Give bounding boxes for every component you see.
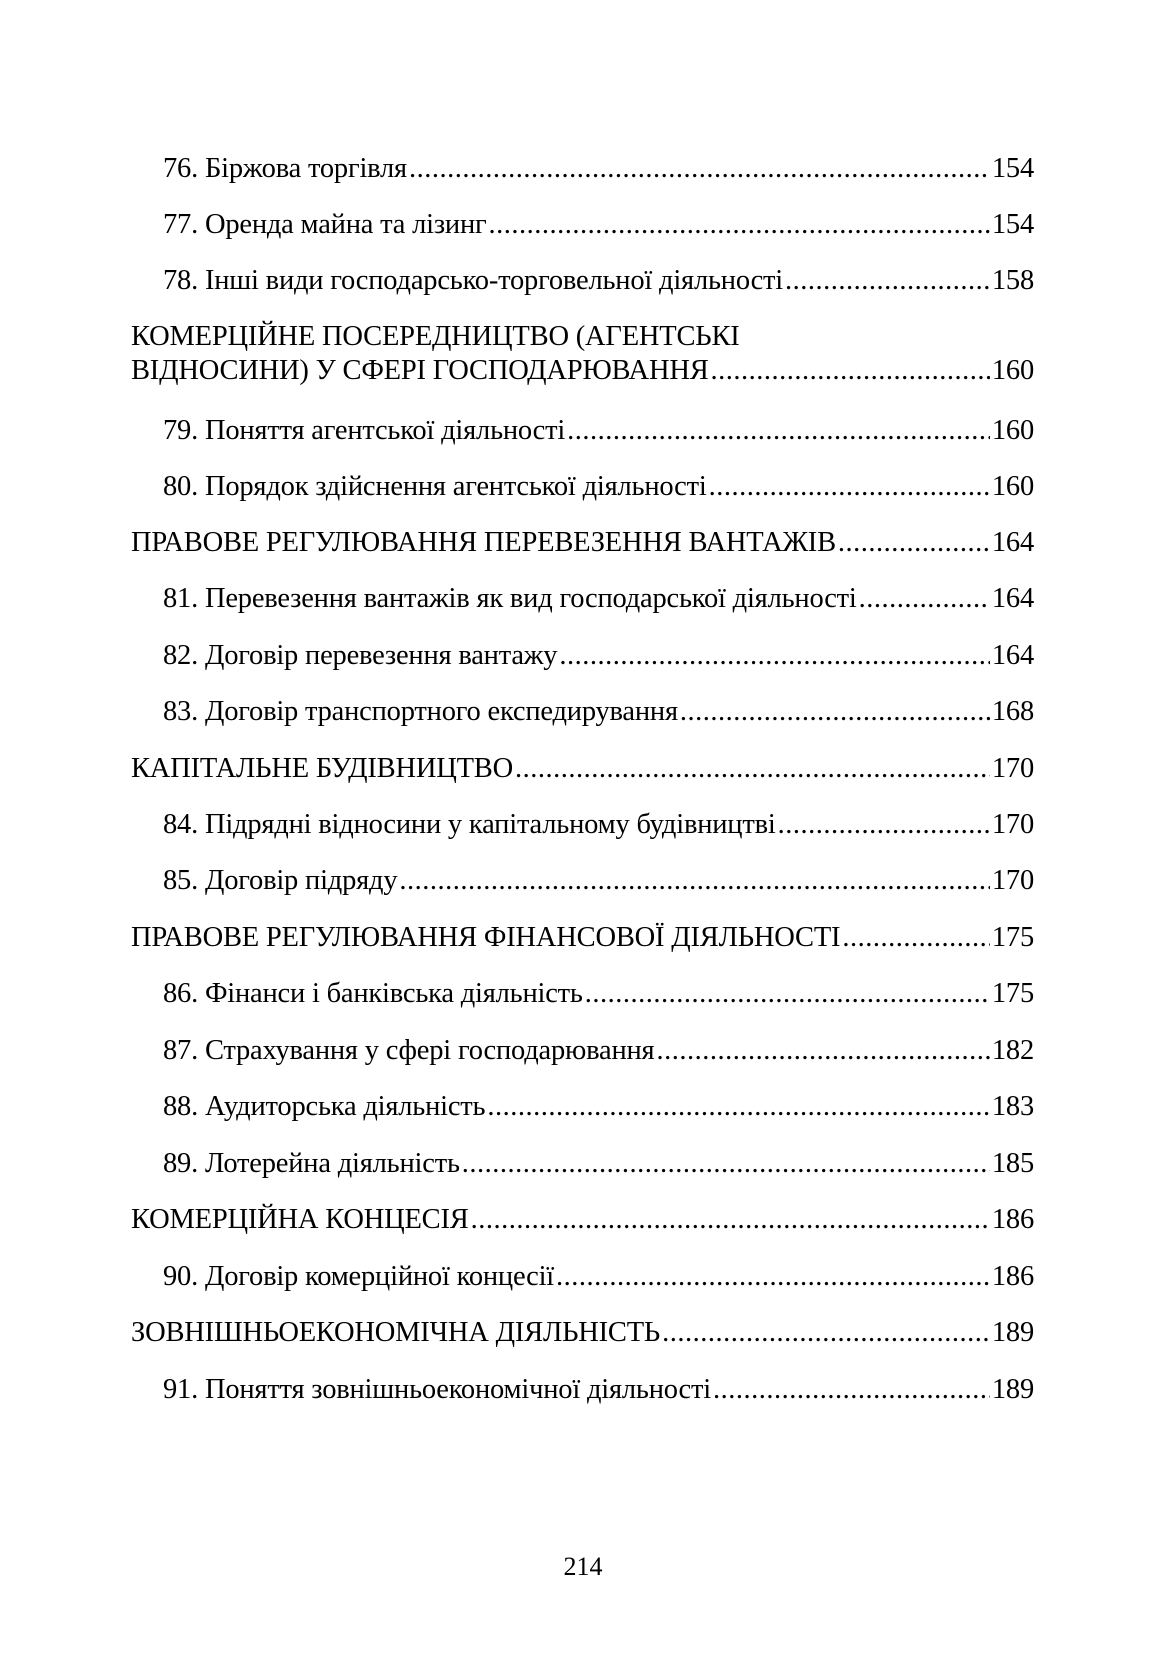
toc-entry-title: 85. Договір підряду [163, 865, 398, 896]
toc-section-entry [131, 1316, 1034, 1350]
dot-leader [471, 1203, 990, 1237]
toc-entry [163, 639, 1034, 673]
toc-entry [163, 808, 1034, 842]
toc-section-entry [131, 1203, 1034, 1237]
toc-entry-page: 164 [991, 527, 1034, 558]
toc-entry-page: 158 [991, 265, 1034, 296]
toc-entry-page: 182 [991, 1035, 1034, 1066]
toc-entry [163, 977, 1034, 1011]
toc-entry [163, 1373, 1034, 1407]
dot-leader [556, 1260, 990, 1294]
dot-leader [680, 695, 990, 729]
toc-entry [163, 414, 1034, 448]
toc-entry-page: 185 [991, 1148, 1034, 1179]
toc-section-entry [131, 921, 1034, 955]
toc-entry-title: 87. Страхування у сфері господарювання [163, 1035, 655, 1066]
dot-leader [713, 1373, 990, 1407]
toc-entry-page: 164 [991, 640, 1034, 671]
dot-leader [859, 582, 990, 616]
toc-entry [163, 1260, 1034, 1294]
toc-entry-title: 91. Поняття зовнішньоекономічної діяльності [163, 1374, 711, 1405]
toc-entry [163, 470, 1034, 504]
toc-section-entry [131, 752, 1034, 786]
toc-entry-page: 175 [991, 922, 1034, 953]
toc-entry [163, 208, 1034, 242]
toc-entry-page: 189 [991, 1374, 1034, 1405]
toc-entry [163, 582, 1034, 616]
toc-entry-title: 89. Лотерейна діяльність [163, 1148, 460, 1179]
toc-entry-title: 88. Аудиторська діяльність [163, 1091, 486, 1122]
dot-leader [399, 864, 989, 898]
toc-section-entry [131, 526, 1034, 560]
toc-entry [163, 1090, 1034, 1124]
toc-entry-page: 189 [991, 1317, 1034, 1348]
toc-entry [163, 264, 1034, 298]
toc-section-title: ПРАВОВЕ РЕГУЛЮВАННЯ ПЕРЕВЕЗЕННЯ ВАНТАЖІВ [131, 527, 836, 558]
toc-section-entry [131, 320, 1034, 388]
toc-entry-page: 170 [991, 753, 1034, 784]
toc-entry-page: 164 [991, 583, 1034, 614]
toc-section-title: ВІДНОСИНИ) У СФЕРІ ГОСПОДАРЮВАННЯ [131, 355, 709, 386]
dot-leader [462, 1147, 990, 1181]
toc-entry-page: 186 [991, 1204, 1034, 1235]
toc-section-title-line1: КОМЕРЦІЙНЕ ПОСЕРЕДНИЦТВО (АГЕНТСЬКІ [131, 321, 740, 352]
toc-entry [163, 1147, 1034, 1181]
toc-entry-title: 81. Перевезення вантажів як вид господарської діяльності [163, 583, 857, 614]
page-number: 214 [563, 1552, 603, 1581]
dot-leader [487, 1090, 989, 1124]
toc-entry-title: 82. Договір перевезення вантажу [163, 640, 558, 671]
toc-entry [163, 152, 1034, 186]
toc-entry-page: 160 [991, 415, 1034, 446]
toc-section-title: ПРАВОВЕ РЕГУЛЮВАННЯ ФІНАНСОВОЇ ДІЯЛЬНОСТІ [131, 922, 841, 953]
toc-entry-page: 160 [991, 471, 1034, 502]
toc-entry-page: 154 [991, 153, 1034, 184]
dot-leader [838, 526, 990, 560]
toc-entry-title: 83. Договір транспортного експедирування [163, 696, 678, 727]
toc-section-title: КАПІТАЛЬНЕ БУДІВНИЦТВО [131, 753, 513, 784]
toc-entry-page: 160 [991, 355, 1034, 386]
dot-leader [559, 639, 990, 673]
dot-leader [515, 752, 990, 786]
dot-leader [778, 808, 990, 842]
dot-leader [711, 354, 990, 388]
dot-leader [785, 264, 990, 298]
toc-entry-page: 186 [991, 1261, 1034, 1292]
toc-entry-page: 170 [991, 809, 1034, 840]
toc-entry-title: 77. Оренда майна та лізинг [163, 209, 487, 240]
toc-entry-title: 79. Поняття агентської діяльності [163, 415, 566, 446]
toc-entry [163, 1034, 1034, 1068]
dot-leader [489, 208, 990, 242]
toc-entry-title: 84. Підрядні відносини у капітальному будівництві [163, 809, 776, 840]
dot-leader [409, 152, 990, 186]
dot-leader [662, 1316, 990, 1350]
toc-section-title: ЗОВНІШНЬОЕКОНОМІЧНА ДІЯЛЬНІСТЬ [131, 1317, 661, 1348]
toc-entry-title: 90. Договір комерційної концесії [163, 1261, 555, 1292]
dot-leader [842, 921, 990, 955]
toc-entry-title: 76. Біржова торгівля [163, 153, 407, 184]
dot-leader [656, 1034, 989, 1068]
toc-entry [163, 864, 1034, 898]
toc-entry-page: 168 [991, 696, 1034, 727]
toc-entry-title: 86. Фінанси і банківська діяльність [163, 978, 583, 1009]
toc-entry-page: 170 [991, 865, 1034, 896]
toc-entry-title: 80. Порядок здійснення агентської діяльності [163, 471, 707, 502]
toc-entry-page: 154 [991, 209, 1034, 240]
dot-leader [585, 977, 990, 1011]
dot-leader [567, 414, 990, 448]
toc-entry-title: 78. Інші види господарсько-торговельної діяльності [163, 265, 784, 296]
toc-entry-page: 183 [991, 1091, 1034, 1122]
toc-section-title: КОМЕРЦІЙНА КОНЦЕСІЯ [131, 1204, 469, 1235]
toc-entry [163, 695, 1034, 729]
dot-leader [709, 470, 990, 504]
toc-entry-page: 175 [991, 978, 1034, 1009]
